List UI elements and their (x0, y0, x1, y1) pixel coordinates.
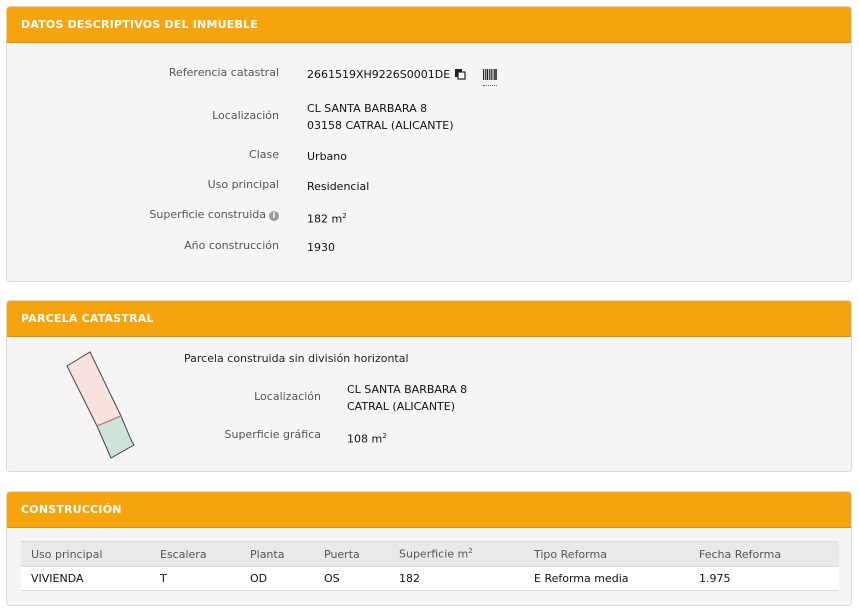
superficie-label: Superficie construida (149, 208, 266, 221)
cell-tipo-reforma: E Reforma media (524, 567, 689, 591)
referencia-value-wrap (307, 66, 497, 86)
col-escalera: Escalera (150, 542, 240, 567)
localizacion-line2: 03158 CATRAL (ALICANTE) (307, 119, 454, 132)
datos-descriptivos-header: DATOS DESCRIPTIVOS DEL INMUEBLE (7, 7, 851, 43)
cell-escalera: T (150, 567, 240, 591)
col-puerta: Puerta (314, 542, 389, 567)
table-header-row (21, 542, 839, 567)
barcode-icon[interactable] (483, 68, 497, 86)
col-superficie-wrap (389, 542, 524, 567)
parcela-descripcion: Parcela construida sin división horizontal (184, 352, 409, 365)
col-superficie-exp: 2 (468, 547, 473, 556)
clase-value: Urbano (307, 150, 347, 163)
cell-superficie: 182 (389, 567, 524, 591)
superficie-value: 182 m (307, 212, 343, 226)
parcel-plot-shape (67, 352, 121, 426)
cell-uso-principal: VIVIENDA (21, 567, 150, 591)
construccion-table (21, 541, 839, 591)
parcela-superficie-label: Superficie gráfica (224, 428, 321, 441)
cell-planta: OD (240, 567, 314, 591)
table-row (21, 567, 839, 591)
parcela-localizacion-line1: CL SANTA BARBARA 8 (347, 383, 468, 396)
uso-value: Residencial (307, 180, 370, 193)
parcel-map[interactable] (57, 349, 147, 461)
superficie-value-wrap (307, 208, 347, 228)
parcela-catastral-header: PARCELA CATASTRAL (7, 301, 851, 337)
datos-descriptivos-panel (6, 6, 852, 282)
localizacion-value (307, 100, 454, 134)
copy-icon[interactable] (454, 68, 466, 85)
parcela-superficie-value-wrap (347, 428, 387, 448)
parcela-superficie-unit-exp: 2 (382, 432, 387, 440)
col-uso-principal: Uso principal (21, 542, 150, 567)
parcela-localizacion-label: Localización (254, 390, 321, 403)
parcela-localizacion-line2: CATRAL (ALICANTE) (347, 400, 456, 413)
cell-fecha-reforma: 1.975 (689, 567, 839, 591)
parcela-superficie-value: 108 m (347, 432, 383, 446)
parcela-catastral-panel (6, 300, 852, 472)
clase-label: Clase (249, 148, 279, 161)
construccion-panel (6, 491, 852, 606)
localizacion-label: Localización (212, 109, 279, 122)
col-superficie: Superficie m (399, 547, 469, 561)
superficie-label-wrap (149, 208, 279, 221)
col-planta: Planta (240, 542, 314, 567)
col-tipo-reforma: Tipo Reforma (524, 542, 689, 567)
superficie-unit-exp: 2 (342, 212, 347, 220)
construccion-header: CONSTRUCCIÓN (7, 492, 851, 528)
referencia-label: Referencia catastral (168, 66, 279, 79)
ano-label: Año construcción (184, 239, 279, 252)
col-fecha-reforma: Fecha Reforma (689, 542, 839, 567)
uso-label: Uso principal (207, 178, 279, 191)
ano-value: 1930 (307, 241, 335, 254)
parcela-localizacion-value (347, 381, 467, 415)
localizacion-line1: CL SANTA BARBARA 8 (307, 102, 428, 115)
referencia-value[interactable]: 2661519XH9226S0001DE (307, 68, 451, 81)
info-icon[interactable]: i (269, 211, 279, 221)
cell-puerta: OS (314, 567, 389, 591)
